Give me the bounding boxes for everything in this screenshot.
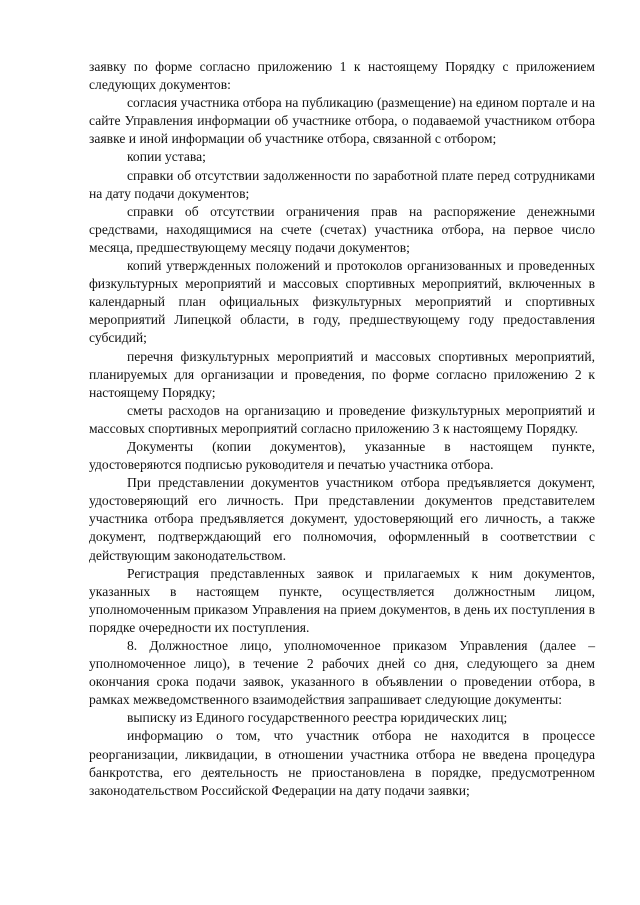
paragraph-documents-certification: Документы (копии документов), указанные в настоящем пункте, удостоверяются подписью руководителя и печатью участника отбора. (89, 438, 595, 473)
paragraph-events-protocols: копий утвержденных положений и протоколов организованных и проведенных физкультурных мероприятий и массовых спортивных мероприятий, включенных в календарный план официальных физкультурных мероприятий и спортивных мероприятий Липецкой области, в году, предшествующему году предоставления субсидий; (89, 258, 595, 346)
paragraph-reorganization-info: информацию о том, что участник отбора не находится в процессе реорганизации, ликвидации, в отношении участника отбора не введена процедура банкротства, его деятельность не приостановлена в порядке, предусмотренном законодательством Российской Федерации на дату подачи заявки; (89, 728, 595, 798)
paragraph-identity-documents: При представлении документов участником отбора предъявляется документ, удостоверяющий его личность. При представлении документов представителем участника отбора предъявляется документ, удостоверяющий его личность, а также документ, подтверждающий его полномочия, оформленный в соответствии с действующим законодательством. (89, 475, 595, 563)
document-page (89, 58, 595, 800)
paragraph-cost-estimate: сметы расходов на организацию и проведение физкультурных мероприятий и массовых спортивных мероприятий согласно приложению 3 к настоящему Порядку. (89, 402, 595, 436)
paragraph-funds-restriction-certificate: справки об отсутствии ограничения прав на распоряжение денежными средствами, находящимися на счете (счетах) участника отбора, на первое число месяца, предшествующему месяцу подачи документов; (89, 203, 595, 255)
paragraph-charter-copy: копии устава; (127, 149, 206, 165)
paragraph-application-form: заявку по форме согласно приложению 1 к настоящему Порядку с приложением следующих документов: (89, 59, 595, 93)
paragraph-consent-publication: согласия участника отбора на публикацию (размещение) на едином портале и на сайте Управления информации об участнике отбора, о подаваемой участником отбора заявке и иной информации об участнике отбора, связанной с отбором; (89, 95, 595, 147)
paragraph-events-list: перечня физкультурных мероприятий и массовых спортивных мероприятий, планируемых для организации и проведения, по форме согласно приложению 2 к настоящему Порядку; (89, 348, 595, 400)
paragraph-registration: Регистрация представленных заявок и прилагаемых к ним документов, указанных в настоящем пункте, осуществляется должностным лицом, уполномоченным приказом Управления на прием документов, в день их поступления в порядке очередности их поступления. (89, 565, 595, 635)
paragraph-salary-debt-certificate: справки об отсутствии задолженности по заработной плате перед сотрудниками на дату подачи документов; (89, 167, 595, 201)
paragraph-registry-extract: выписку из Единого государственного реестра юридических лиц; (127, 710, 508, 726)
paragraph-item-8: 8. Должностное лицо, уполномоченное приказом Управления (далее – уполномоченное лицо), в течение 2 рабочих дней со дня, следующего за днем окончания срока подачи заявок, указанного в объявлении о проведении отбора, в рамках межведомственного взаимодействия запрашивает следующие документы: (89, 638, 595, 708)
